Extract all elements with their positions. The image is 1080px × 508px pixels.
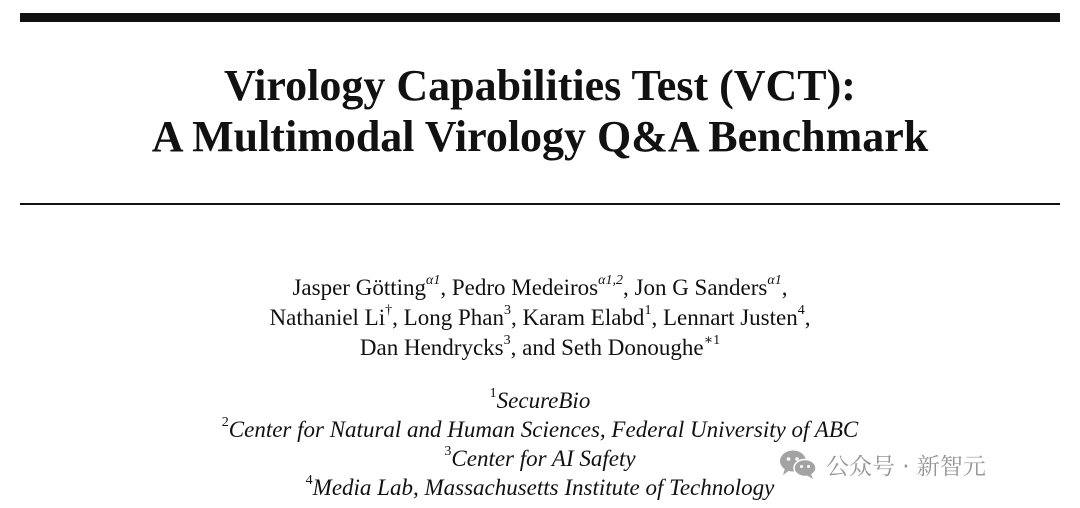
watermark-text: 公众号 · 新智元: [826, 453, 986, 480]
author-name: Nathaniel Li: [269, 305, 386, 330]
author-affiliation-mark: ∗1: [703, 333, 721, 349]
author-affiliation-mark: 1: [644, 303, 652, 319]
author-affiliation-mark: α1,2: [598, 273, 623, 289]
author-line-2: [0, 303, 1080, 333]
affiliation-number: 2: [221, 415, 229, 431]
wechat-icon: [778, 448, 818, 480]
author-list: [0, 273, 1080, 363]
author-separator: ,: [510, 305, 523, 330]
author-affiliation-mark: α1: [426, 273, 441, 289]
title-line-1: Virology Capabilities Test (VCT):: [224, 61, 856, 110]
bottom-rule: [20, 203, 1060, 205]
author-name: Dan Hendrycks: [359, 335, 504, 360]
author-affiliation-mark: 3: [503, 333, 511, 349]
author-name: Pedro Medeiros: [451, 275, 599, 300]
author-separator: ,: [781, 275, 788, 300]
author-affiliation-mark: 3: [503, 303, 511, 319]
author-affiliation-mark: α1: [767, 273, 782, 289]
author-separator: ,: [440, 275, 452, 300]
author-line-3: [0, 333, 1080, 363]
author-name: Jasper Götting: [292, 275, 426, 300]
author-name: Jon G Sanders: [634, 275, 768, 300]
author-separator: ,: [651, 305, 663, 330]
author-affiliation-mark: 4: [797, 303, 805, 319]
author-separator: ,: [623, 275, 635, 300]
author-separator: ,: [392, 305, 404, 330]
author-line-1: [0, 273, 1080, 303]
top-rule: [20, 13, 1060, 22]
author-name: Long Phan: [403, 305, 504, 330]
watermark: [778, 447, 986, 481]
affiliation-name: SecureBio: [496, 388, 591, 413]
author-separator: , and: [510, 335, 562, 360]
affiliation-list: [0, 386, 1080, 502]
paper-title: [0, 60, 1080, 162]
affiliation-number: 3: [444, 444, 452, 460]
affiliation-number: 1: [489, 386, 497, 402]
affiliation-name: Center for AI Safety: [451, 446, 636, 471]
affiliation-line: [0, 415, 1080, 444]
author-name: Karam Elabd: [522, 305, 645, 330]
affiliation-name: Center for Natural and Human Sciences, Federal University of ABC: [228, 417, 859, 442]
author-affiliation-mark: †: [385, 303, 393, 319]
affiliation-number: 4: [305, 473, 313, 489]
affiliation-name: Media Lab, Massachusetts Institute of Technology: [312, 475, 775, 500]
author-separator: ,: [804, 305, 811, 330]
author-name: Seth Donoughe: [561, 335, 704, 360]
author-name: Lennart Justen: [662, 305, 798, 330]
title-line-2: A Multimodal Virology Q&A Benchmark: [151, 112, 929, 161]
affiliation-line: [0, 386, 1080, 415]
